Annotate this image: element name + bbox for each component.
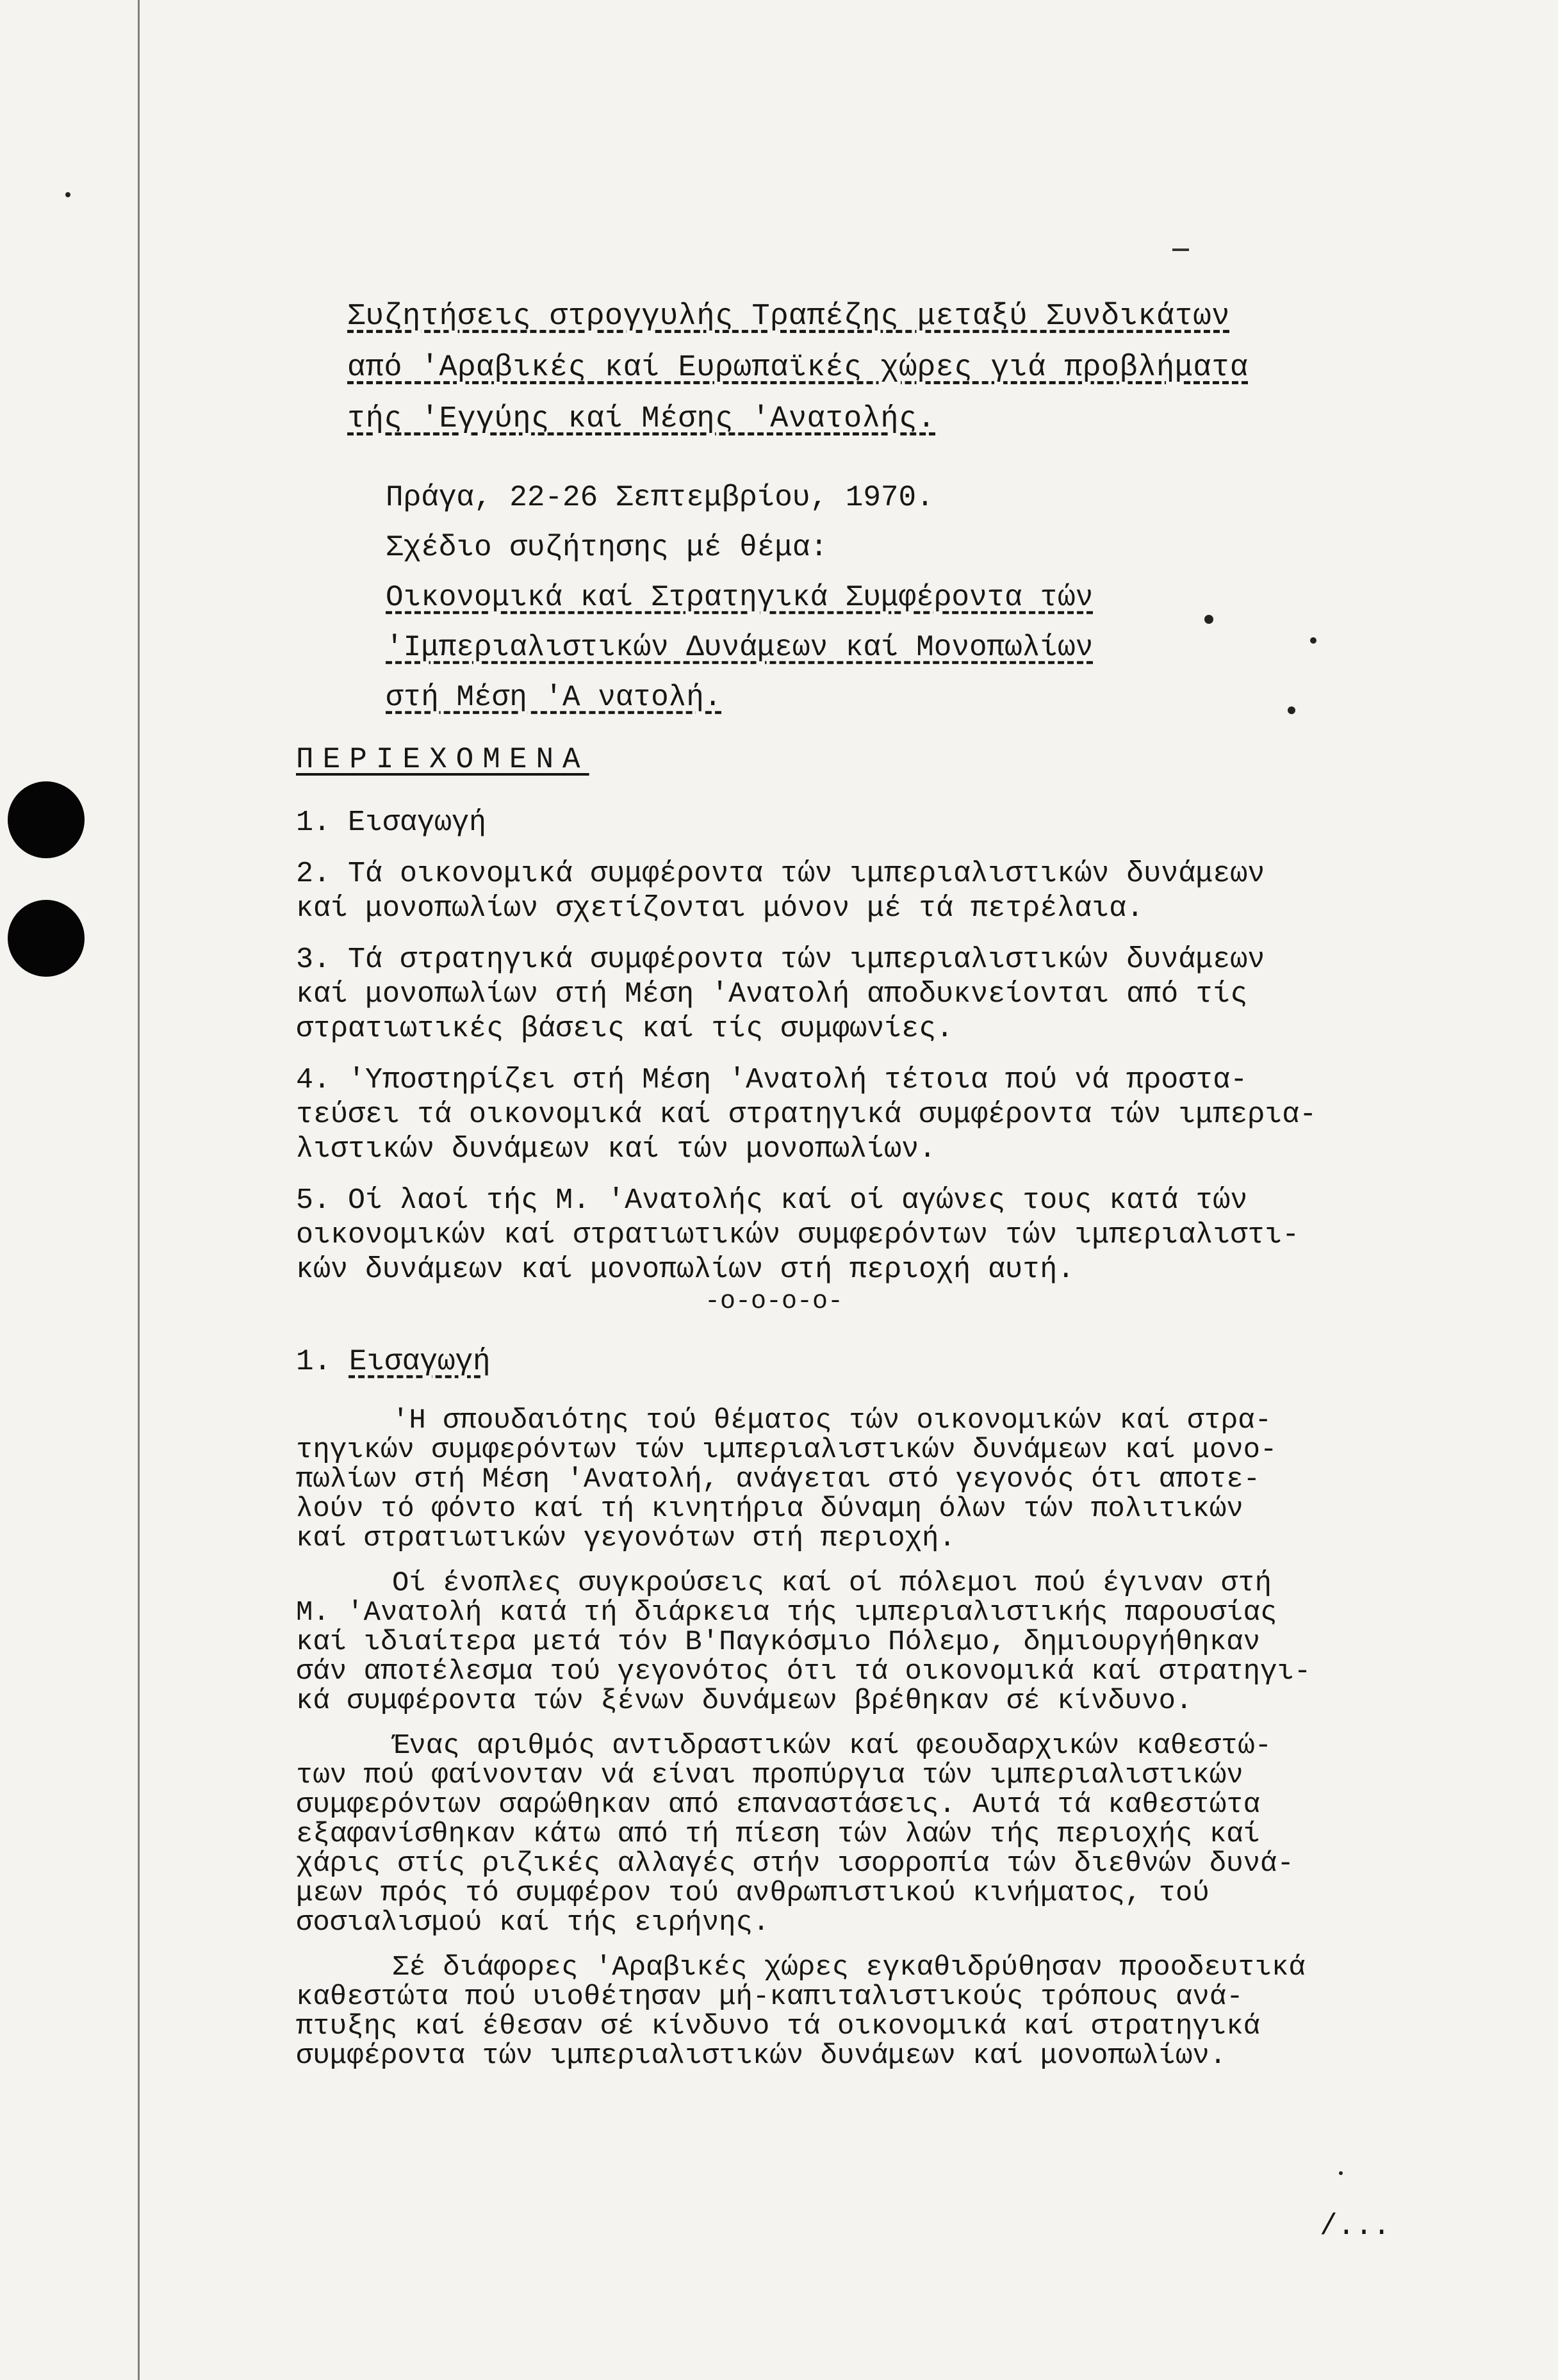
topic-line: Οικονομικά καί Στρατηγικά Συμφέροντα τών [386, 581, 1094, 614]
body-line: εξαφανίσθηκαν κάτω από τή πίεση τών λαών τής περιοχής καί [296, 1818, 1261, 1850]
toc-line: 1. Εισαγωγή [296, 806, 487, 839]
body-line: τηγικών συμφερόντων τών ιμπεριαλιστικών δυνάμεων καί μονο- [296, 1434, 1277, 1466]
body-line: χάρις στίς ριζικές αλλαγές στήν ισορροπία τών διεθνών δυνά- [296, 1848, 1294, 1880]
table-of-contents [296, 806, 1449, 1304]
toc-line: καί μονοπωλίων σχετίζονται μόνον μέ τά πετρέλαια. [296, 892, 1144, 925]
body-line: λούν τό φόντο καί τή κινητήρια δύναμη όλων τών πολιτικών [296, 1493, 1243, 1525]
toc-line: λιστικών δυνάμεων καί τών μονοπωλίων. [296, 1133, 937, 1166]
speck [65, 192, 70, 197]
body-line: καί στρατιωτικών γεγονότων στή περιοχή. [296, 1522, 956, 1554]
body-line: Ένας αριθμός αντιδραστικών καί φεουδαρχικών καθεστώ- [392, 1730, 1272, 1762]
punch-hole-lower [8, 900, 85, 977]
speck [1339, 2171, 1343, 2175]
body-line: συμφέροντα τών ιμπεριαλιστικών δυνάμεων καί μονοπωλίων. [296, 2040, 1227, 2072]
title-line: Συζητήσεις στρογγυλής Τραπέζης μεταξύ Συνδικάτων [347, 300, 1230, 334]
topic-line: 'Ιμπεριαλιστικών Δυνάμεων καί Μονοπωλίων [386, 631, 1094, 664]
body-line: Οί ένοπλες συγκρούσεις καί οί πόλεμοι πού έγιναν στή [392, 1567, 1272, 1599]
title-line: τής 'Εγγύης καί Μέσης 'Ανατολής. [347, 402, 936, 436]
body-line: των πού φαίνονταν νά είναι προπύργια τών ιμπεριαλιστικών [296, 1759, 1243, 1791]
toc-item [296, 806, 1449, 840]
body-line: πωλίων στή Μέση 'Ανατολή, ανάγεται στό γεγονός ότι αποτε- [296, 1463, 1261, 1496]
paragraph [296, 1731, 1462, 1937]
body-line: πτυξης καί έθεσαν σέ κίνδυνο τά οικονομικά καί στρατηγικά [296, 2010, 1261, 2042]
body-line: μεων πρός τό συμφέρον τού ανθρωπιστικού κινήματος, τού [296, 1877, 1210, 1909]
document-meta [386, 473, 1347, 722]
paragraph [296, 1406, 1462, 1553]
toc-line: καί μονοπωλίων στή Μέση 'Ανατολή αποδυκνείονται από τίς [296, 978, 1248, 1011]
section-separator: -ο-ο-ο-ο- [705, 1287, 844, 1316]
body-line: σοσιαλισμού καί τής ειρήνης. [296, 1907, 770, 1939]
body-line: Σέ διάφορες 'Αραβικές χώρες εγκαθιδρύθησαν προοδευτικά [392, 1952, 1306, 1984]
toc-item [296, 943, 1449, 1047]
contents-heading: ΠΕΡΙΕΧΟΜΕΝΑ [296, 743, 589, 776]
section-title: Εισαγωγή [348, 1345, 491, 1378]
toc-item [296, 1184, 1449, 1287]
continuation-mark: /... [1320, 2210, 1391, 2243]
section-number: 1. [296, 1345, 332, 1378]
toc-item [296, 857, 1449, 926]
place-date: Πράγα, 22-26 Σεπτεμβρίου, 1970. [386, 481, 934, 514]
body-line: σάν αποτέλεσμα τού γεγονότος ότι τά οικονομικά καί στρατηγι- [296, 1656, 1311, 1688]
body-line: Μ. 'Ανατολή κατά τή διάρκεια τής ιμπεριαλιστικής παρουσίας [296, 1597, 1277, 1629]
toc-line: στρατιωτικές βάσεις καί τίς συμφωνίες. [296, 1013, 954, 1045]
toc-line: 4. 'Υποστηρίζει στή Μέση 'Ανατολή τέτοια πού νά προστα- [296, 1064, 1248, 1096]
stray-mark [1172, 249, 1189, 251]
document-title [347, 291, 1372, 445]
body-line: 'Η σπουδαιότης τού θέματος τών οικονομικών καί στρα- [392, 1405, 1272, 1437]
toc-line: κών δυνάμεων καί μονοπωλίων στή περιοχή αυτή. [296, 1253, 1075, 1286]
body-line: καί ιδιαίτερα μετά τόν Β'Παγκόσμιο Πόλεμο, δημιουργήθηκαν [296, 1626, 1261, 1658]
body-text [296, 1406, 1462, 2086]
toc-line: τεύσει τά οικονομικά καί στρατηγικά συμφέροντα τών ιμπερια- [296, 1098, 1317, 1131]
paragraph [296, 1569, 1462, 1716]
toc-line: οικονομικών καί στρατιωτικών συμφερόντων τών ιμπεριαλιστι- [296, 1219, 1300, 1251]
body-line: συμφερόντων σαρώθηκαν από επαναστάσεις. Αυτά τά καθεστώτα [296, 1789, 1261, 1821]
section-heading [296, 1345, 491, 1378]
punch-hole-upper [8, 781, 85, 858]
body-line: καθεστώτα πού υιοθέτησαν μή-καπιταλιστικούς τρόπους ανά- [296, 1981, 1243, 2013]
toc-item [296, 1063, 1449, 1167]
toc-line: 3. Τά στρατηγικά συμφέροντα τών ιμπεριαλιστικών δυνάμεων [296, 943, 1265, 976]
paragraph [296, 1953, 1462, 2071]
toc-line: 5. Οί λαοί τής Μ. 'Ανατολής καί οί αγώνες τους κατά τών [296, 1184, 1248, 1217]
toc-line: 2. Τά οικονομικά συμφέροντα τών ιμπεριαλιστικών δυνάμεων [296, 858, 1265, 890]
draft-label: Σχέδιο συζήτησης μέ θέμα: [386, 531, 828, 564]
body-line: κά συμφέροντα τών ξένων δυνάμεων βρέθηκαν σέ κίνδυνο. [296, 1685, 1193, 1717]
page-edge-line [138, 0, 140, 2380]
topic-line: στή Μέση 'Α νατολή. [386, 681, 722, 714]
title-line: από 'Αραβικές καί Ευρωπαϊκές χώρες γιά προβλήματα [347, 351, 1249, 385]
